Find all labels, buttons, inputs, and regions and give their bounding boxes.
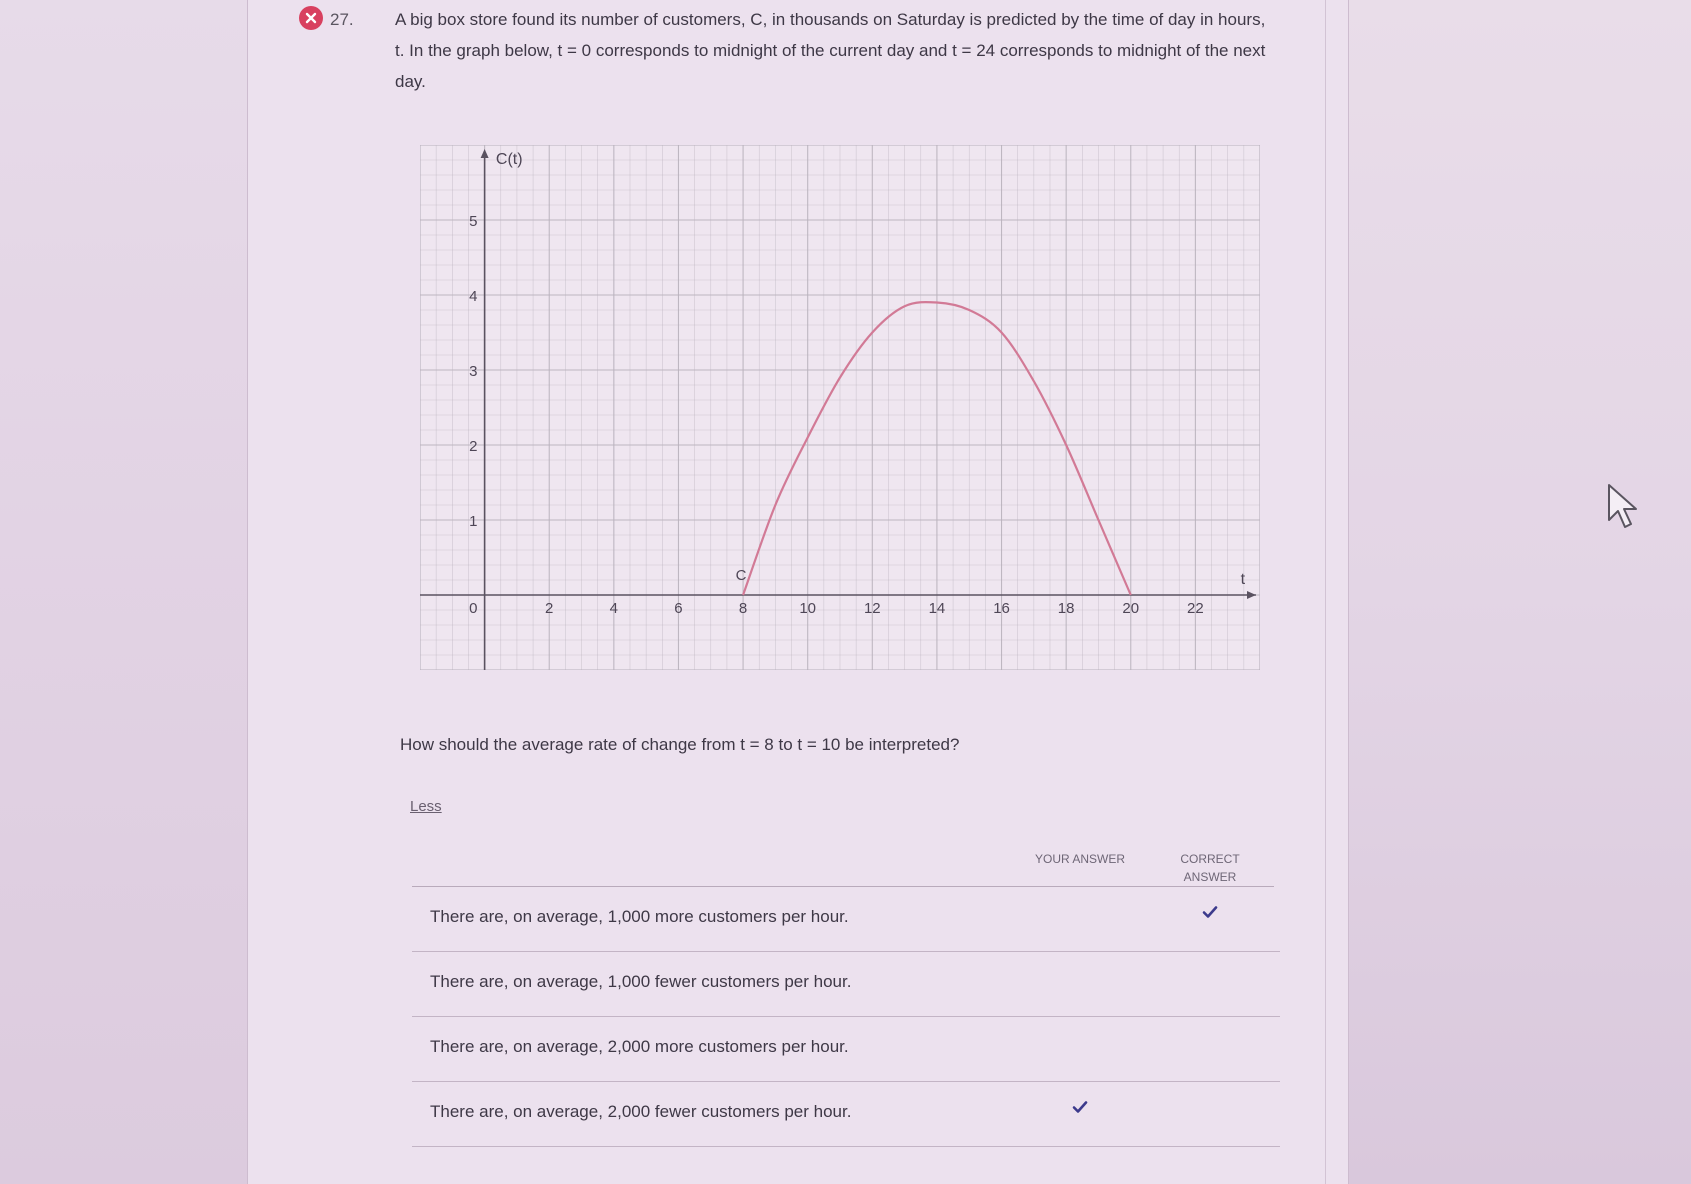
correct-answer-cell bbox=[1160, 903, 1260, 927]
x-tick-label: 12 bbox=[863, 600, 881, 617]
question-number: 27. bbox=[330, 10, 354, 29]
x-tick-label: 18 bbox=[1057, 600, 1075, 617]
graph bbox=[420, 145, 1260, 670]
less-link[interactable]: Less bbox=[410, 798, 442, 815]
x-tick-label: 4 bbox=[609, 600, 619, 617]
question-text: A big box store found its number of customers, C, in thousands on Saturday is predicted by the time of day in hours, t. In the graph below, t = 0 corresponds to midnight of the current day and t = 24 corresponds to midnight of the next day. bbox=[395, 10, 1266, 91]
y-tick-label: 4 bbox=[469, 288, 478, 305]
correct-answer-cell bbox=[1160, 968, 1260, 992]
x-icon bbox=[305, 12, 317, 24]
correct-answer-cell bbox=[1160, 1033, 1260, 1057]
your-answer-header: YOUR ANSWER bbox=[1034, 852, 1125, 866]
answer-option-label: There are, on average, 2,000 more customers per hour. bbox=[430, 1037, 849, 1056]
answer-option-label: There are, on average, 1,000 more customers per hour. bbox=[430, 907, 849, 926]
x-tick-label: 0 bbox=[469, 600, 478, 617]
mouse-pointer-icon bbox=[1605, 482, 1641, 532]
y-tick-label: 3 bbox=[469, 363, 478, 380]
x-tick-label: 14 bbox=[928, 600, 946, 617]
your-answer-cell bbox=[1030, 968, 1130, 992]
x-tick-label: 8 bbox=[738, 600, 748, 617]
incorrect-x-icon bbox=[299, 6, 323, 30]
answer-option-row bbox=[412, 1017, 1280, 1082]
answer-option-row bbox=[412, 1082, 1280, 1147]
x-tick-label: 22 bbox=[1187, 600, 1204, 617]
your-answer-cell bbox=[1030, 1033, 1130, 1057]
y-axis-label: C(t) bbox=[495, 150, 523, 168]
x-axis-label: t bbox=[1240, 570, 1246, 588]
x-tick-label: 10 bbox=[799, 600, 817, 617]
answer-option-row bbox=[412, 952, 1280, 1017]
checkmark-icon bbox=[1071, 1098, 1089, 1116]
curve-label: C bbox=[735, 567, 747, 584]
y-tick-label: 1 bbox=[469, 513, 478, 530]
x-tick-label: 16 bbox=[993, 600, 1010, 617]
page-backdrop-left bbox=[0, 0, 250, 1184]
answer-option-row bbox=[412, 887, 1280, 952]
your-answer-cell bbox=[1030, 1098, 1130, 1122]
answer-option-label: There are, on average, 1,000 fewer customers per hour. bbox=[430, 972, 852, 991]
answer-option-label: There are, on average, 2,000 fewer customers per hour. bbox=[430, 1102, 852, 1121]
x-tick-label: 2 bbox=[545, 600, 554, 617]
correct-answer-cell bbox=[1160, 1098, 1260, 1122]
x-tick-label: 6 bbox=[674, 600, 683, 617]
card-divider bbox=[1325, 0, 1326, 1184]
y-tick-label: 5 bbox=[469, 213, 478, 230]
customers-graph-svg bbox=[420, 145, 1260, 670]
page-backdrop-right bbox=[1345, 0, 1691, 1184]
correct-answer-header: CORRECT ANSWER bbox=[1180, 852, 1240, 884]
your-answer-cell bbox=[1030, 903, 1130, 927]
checkmark-icon bbox=[1201, 903, 1219, 921]
y-tick-label: 2 bbox=[469, 438, 478, 455]
question-prompt: How should the average rate of change from t = 8 to t = 10 be interpreted? bbox=[400, 735, 960, 754]
x-tick-label: 20 bbox=[1122, 600, 1140, 617]
